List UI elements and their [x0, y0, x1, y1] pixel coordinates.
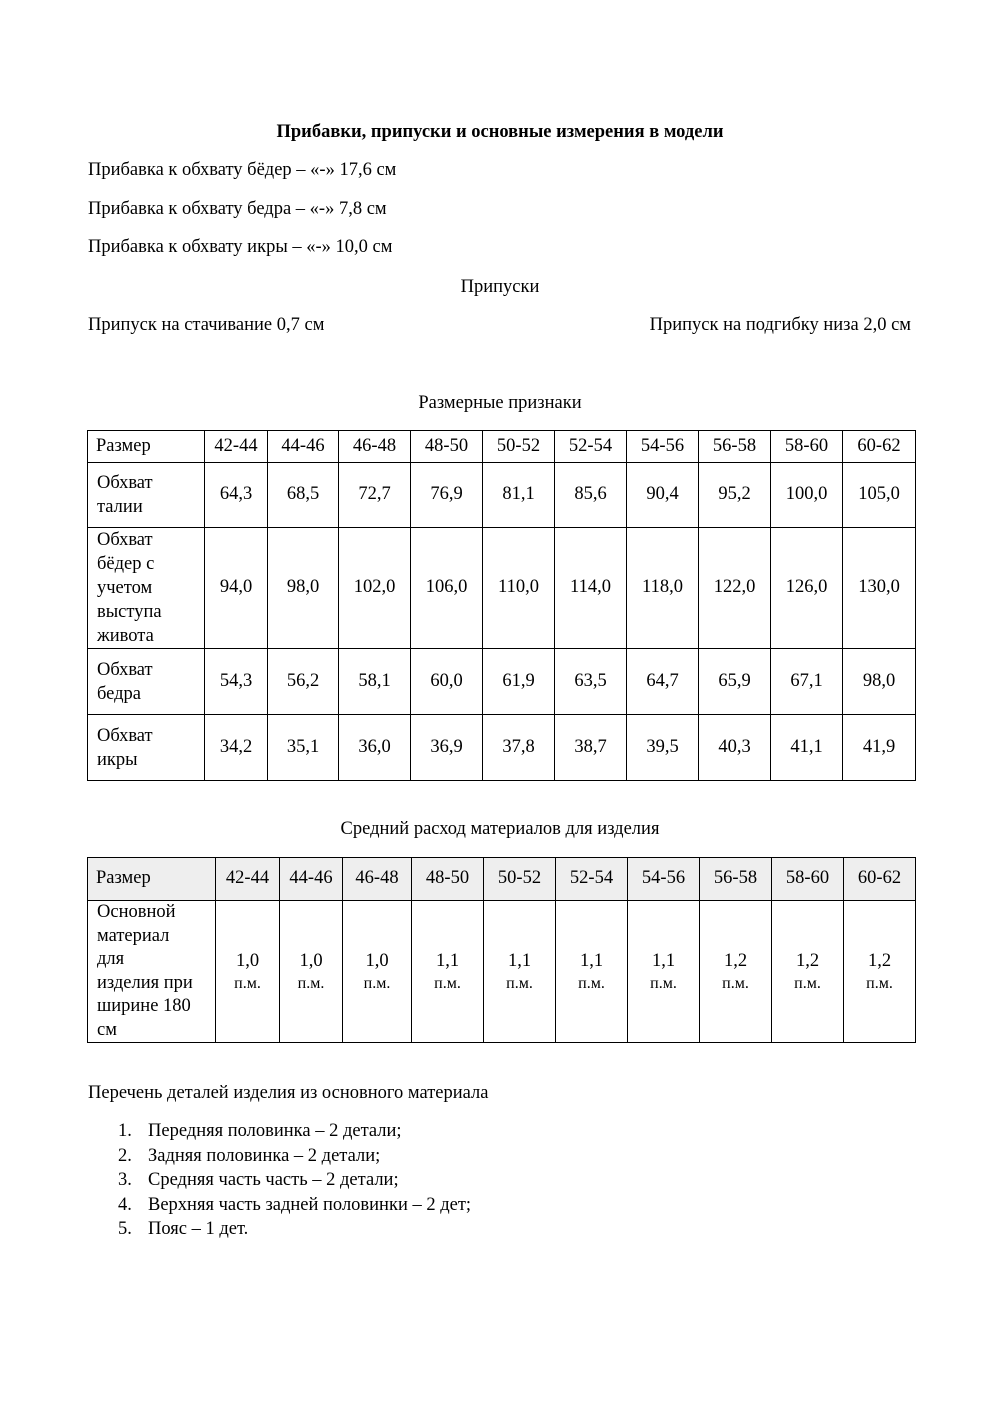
consumption-cell — [216, 901, 280, 1043]
row-label — [88, 649, 205, 715]
measurement-cell: 94,0 — [205, 528, 268, 649]
list-item — [88, 1168, 471, 1193]
list-item-text: Задняя половинка – 2 детали; — [148, 1145, 381, 1166]
header-size-cell: 44-46 — [280, 858, 343, 901]
measurement-cell: 102,0 — [339, 528, 411, 649]
header-size-label: Размер — [88, 858, 216, 901]
consumption-unit: п.м. — [297, 974, 325, 992]
row-label-line: материал — [97, 925, 170, 946]
allowance-hips: Прибавка к обхвату бёдер – «-» 17,6 см — [88, 160, 397, 180]
row-label — [88, 715, 205, 781]
measurement-cell: 85,6 — [555, 463, 627, 528]
row-label-line: икры — [97, 749, 138, 770]
consumption-amount: 1,0 — [299, 950, 323, 971]
measurement-cell: 67,1 — [771, 649, 843, 715]
header-size-cell: 48-50 — [412, 858, 484, 901]
seam-allowances-heading: Припуски — [460, 277, 540, 297]
row-label — [88, 528, 205, 649]
list-item — [88, 1119, 471, 1144]
measurement-cell: 81,1 — [483, 463, 555, 528]
list-item-number: 1. — [118, 1121, 132, 1141]
table-row — [88, 463, 916, 528]
list-item-number: 3. — [118, 1170, 132, 1190]
header-size-cell: 56-58 — [699, 431, 771, 463]
measurement-cell: 39,5 — [627, 715, 699, 781]
measurement-cell: 41,1 — [771, 715, 843, 781]
consumption-cell — [700, 901, 772, 1043]
measurement-cell: 100,0 — [771, 463, 843, 528]
measurement-cell: 68,5 — [268, 463, 339, 528]
size-measurements-table — [87, 430, 916, 781]
consumption-cell — [844, 901, 916, 1043]
measurement-cell: 114,0 — [555, 528, 627, 649]
measurement-cell: 110,0 — [483, 528, 555, 649]
measurement-cell: 98,0 — [268, 528, 339, 649]
row-label-line: для — [97, 949, 125, 969]
consumption-unit: п.м. — [434, 974, 461, 992]
consumption-unit: п.м. — [234, 974, 261, 992]
header-size-cell: 48-50 — [411, 431, 483, 463]
row-label-line: живота — [97, 626, 154, 646]
list-item-number: 4. — [118, 1194, 132, 1215]
header-size-cell: 50-52 — [484, 858, 556, 901]
consumption-cell — [484, 901, 556, 1043]
list-item-number: 5. — [118, 1219, 132, 1239]
header-size-cell: 58-60 — [771, 431, 843, 463]
row-label-line: ширине 180 — [97, 996, 191, 1016]
list-item — [88, 1144, 471, 1169]
consumption-cell — [343, 901, 412, 1043]
row-label-line: Обхват — [97, 530, 153, 550]
row-label-line: Обхват — [97, 473, 153, 493]
consumption-amount: 1,0 — [365, 950, 389, 971]
consumption-unit: п.м. — [506, 974, 533, 992]
consumption-amount: 1,1 — [435, 950, 460, 971]
size-table-heading: Размерные признаки — [418, 393, 582, 413]
consumption-amount: 1,2 — [723, 950, 748, 971]
measurement-cell: 118,0 — [627, 528, 699, 649]
row-label-line: бедра — [97, 683, 142, 704]
table-row — [88, 649, 916, 715]
row-label-line: Основной — [97, 902, 176, 922]
consumption-cell — [280, 901, 343, 1043]
measurement-cell: 64,7 — [627, 649, 699, 715]
measurement-cell: 37,8 — [483, 715, 555, 781]
consumption-amount: 1,1 — [579, 950, 604, 971]
consumption-unit: п.м. — [794, 974, 821, 992]
hem-allowance: Припуск на подгибку низа 2,0 см — [649, 315, 911, 335]
header-size-cell: 46-48 — [343, 858, 412, 901]
measurement-cell: 64,3 — [205, 463, 268, 528]
measurement-cell: 126,0 — [771, 528, 843, 649]
consumption-cell — [772, 901, 844, 1043]
measurement-cell: 106,0 — [411, 528, 483, 649]
allowance-calf: Прибавка к обхвату икры – «-» 10,0 см — [88, 237, 393, 257]
header-size-cell: 60-62 — [843, 431, 916, 463]
measurement-cell: 41,9 — [843, 715, 916, 781]
table-row — [88, 528, 916, 649]
measurement-cell: 56,2 — [268, 649, 339, 715]
consumption-cell — [628, 901, 700, 1043]
measurement-cell: 76,9 — [411, 463, 483, 528]
consumption-amount: 1,2 — [867, 950, 892, 971]
header-size-cell: 42-44 — [205, 431, 268, 463]
consumption-amount: 1,2 — [795, 950, 820, 971]
header-size-cell: 52-54 — [555, 431, 627, 463]
measurement-cell: 40,3 — [699, 715, 771, 781]
row-label-line: бёдер с — [97, 554, 155, 574]
list-item-text: Средняя часть часть – 2 детали; — [148, 1170, 399, 1190]
row-label-line: Обхват — [97, 659, 153, 680]
stitching-allowance: Припуск на стачивание 0,7 см — [88, 315, 325, 335]
row-label — [88, 901, 216, 1043]
material-consumption-table — [87, 857, 916, 1043]
measurement-cell: 58,1 — [339, 649, 411, 715]
list-item — [88, 1193, 471, 1218]
consumption-amount: 1,1 — [507, 950, 532, 971]
measurement-cell: 34,2 — [205, 715, 268, 781]
header-size-cell: 54-56 — [628, 858, 700, 901]
header-size-cell: 56-58 — [700, 858, 772, 901]
measurement-cell: 98,0 — [843, 649, 916, 715]
measurement-cell: 38,7 — [555, 715, 627, 781]
material-table-heading: Средний расход материалов для изделия — [340, 819, 660, 839]
page-title: Прибавки, припуски и основные измерения в модели — [276, 122, 724, 142]
header-size-cell: 44-46 — [268, 431, 339, 463]
row-label-line: выступа — [97, 602, 162, 622]
table-row — [88, 715, 916, 781]
measurement-cell: 35,1 — [268, 715, 339, 781]
measurement-cell: 36,0 — [339, 715, 411, 781]
list-item-text: Верхняя часть задней половинки – 2 дет; — [148, 1194, 472, 1215]
consumption-unit: п.м. — [578, 974, 605, 992]
measurement-cell: 61,9 — [483, 649, 555, 715]
measurement-cell: 54,3 — [205, 649, 268, 715]
header-size-cell: 58-60 — [772, 858, 844, 901]
header-size-cell: 46-48 — [339, 431, 411, 463]
list-item-text: Передняя половинка – 2 детали; — [148, 1121, 402, 1141]
allowance-thigh: Прибавка к обхвату бедра – «-» 7,8 см — [88, 199, 387, 219]
list-item-number: 2. — [118, 1145, 132, 1166]
header-size-cell: 42-44 — [216, 858, 280, 901]
row-label-line: Обхват — [97, 725, 153, 746]
measurement-cell: 65,9 — [699, 649, 771, 715]
measurement-cell: 63,5 — [555, 649, 627, 715]
header-size-cell: 60-62 — [844, 858, 916, 901]
table-header-row — [88, 858, 916, 901]
row-label-line: см — [97, 1019, 117, 1040]
row-label — [88, 463, 205, 528]
consumption-amount: 1,0 — [235, 950, 260, 971]
measurement-cell: 130,0 — [843, 528, 916, 649]
list-item — [88, 1217, 471, 1242]
measurement-cell: 36,9 — [411, 715, 483, 781]
measurement-cell: 122,0 — [699, 528, 771, 649]
row-label-line: талии — [97, 497, 143, 517]
measurement-cell: 72,7 — [339, 463, 411, 528]
header-size-cell: 50-52 — [483, 431, 555, 463]
header-size-label: Размер — [88, 431, 205, 463]
row-label-line: учетом — [97, 578, 153, 598]
table-header-row — [88, 431, 916, 463]
consumption-unit: п.м. — [722, 974, 749, 992]
measurement-cell: 60,0 — [411, 649, 483, 715]
header-size-cell: 54-56 — [627, 431, 699, 463]
measurement-cell: 105,0 — [843, 463, 916, 528]
measurement-cell: 90,4 — [627, 463, 699, 528]
header-size-cell: 52-54 — [556, 858, 628, 901]
parts-list-heading: Перечень деталей изделия из основного материала — [88, 1083, 489, 1103]
consumption-amount: 1,1 — [651, 950, 676, 971]
consumption-cell — [556, 901, 628, 1043]
list-item-text: Пояс – 1 дет. — [148, 1219, 249, 1239]
parts-list — [88, 1119, 471, 1242]
consumption-cell — [412, 901, 484, 1043]
consumption-unit: п.м. — [866, 974, 893, 992]
consumption-unit: п.м. — [650, 974, 677, 992]
consumption-unit: п.м. — [363, 974, 391, 992]
row-label-line: изделия при — [97, 972, 193, 993]
table-row — [88, 901, 916, 1043]
measurement-cell: 95,2 — [699, 463, 771, 528]
